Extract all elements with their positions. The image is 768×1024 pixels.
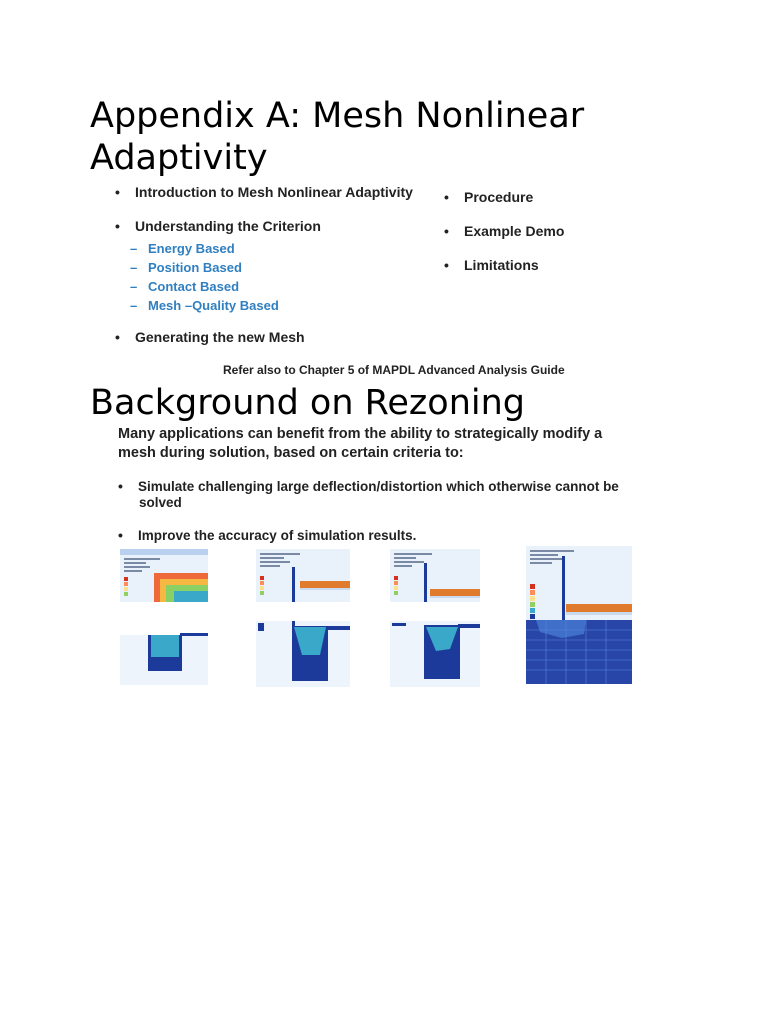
sim-thumb-2 bbox=[256, 549, 350, 602]
bullet-generating bbox=[115, 329, 305, 345]
sub-item-position: – Position Based bbox=[130, 260, 242, 275]
sub-item-energy: – Energy Based bbox=[130, 241, 235, 256]
bullet-improve: • Improve the accuracy of simulation results. bbox=[118, 527, 417, 543]
sim-thumb-4 bbox=[526, 546, 632, 623]
bullet-icon: • bbox=[115, 329, 120, 345]
intro-line1: Many applications can benefit from the ability to strategically modify a bbox=[118, 426, 603, 442]
bullet-simulate: • Simulate challenging large deflection/distortion which otherwise cannot be bbox=[118, 478, 619, 494]
sim-thumb-1 bbox=[120, 549, 208, 602]
bullet-limitations: • Limitations bbox=[444, 257, 539, 273]
sub-item-mesh-quality: – Mesh –Quality Based bbox=[130, 298, 279, 313]
rezoning-title: Background on Rezoning bbox=[90, 383, 526, 423]
sub-item-contact: – Contact Based bbox=[130, 279, 240, 294]
bullet-icon: • bbox=[118, 478, 123, 494]
bullet-text: Understanding the Criterion bbox=[135, 218, 321, 234]
bullet-icon: • bbox=[444, 223, 449, 239]
dash-icon: – bbox=[130, 241, 138, 256]
dash-icon: – bbox=[130, 298, 138, 313]
appendix-title-line1: Appendix A: Mesh Nonlinear bbox=[90, 96, 585, 136]
bullet-text: Introduction to Mesh Nonlinear Adaptivity bbox=[135, 184, 413, 200]
bullet-icon: • bbox=[118, 527, 123, 543]
sim-thumb-5 bbox=[120, 621, 208, 685]
sim-thumb-8 bbox=[526, 620, 632, 684]
bullet-procedure: • Procedure bbox=[444, 189, 534, 205]
sim-thumb-3 bbox=[390, 549, 480, 602]
sim-thumb-6 bbox=[256, 621, 350, 687]
sim-thumb-7 bbox=[390, 621, 480, 687]
bullet-criterion bbox=[115, 218, 321, 234]
bullet-icon: • bbox=[444, 257, 449, 273]
bullet-icon: • bbox=[444, 189, 449, 205]
dash-icon: – bbox=[130, 260, 138, 275]
bullet-text: Generating the new Mesh bbox=[135, 329, 305, 345]
dash-icon: – bbox=[130, 279, 138, 294]
bullet-icon: • bbox=[115, 218, 120, 234]
bullet-icon: • bbox=[115, 184, 120, 200]
appendix-title-line2: Adaptivity bbox=[90, 138, 268, 178]
intro-line2: mesh during solution, based on certain criteria to: bbox=[118, 445, 464, 461]
bullet-intro bbox=[115, 184, 413, 200]
bullet-example-demo: • Example Demo bbox=[444, 223, 565, 239]
bullet-simulate-cont: solved bbox=[139, 495, 182, 510]
reference-note: Refer also to Chapter 5 of MAPDL Advanced Analysis Guide bbox=[223, 363, 565, 377]
